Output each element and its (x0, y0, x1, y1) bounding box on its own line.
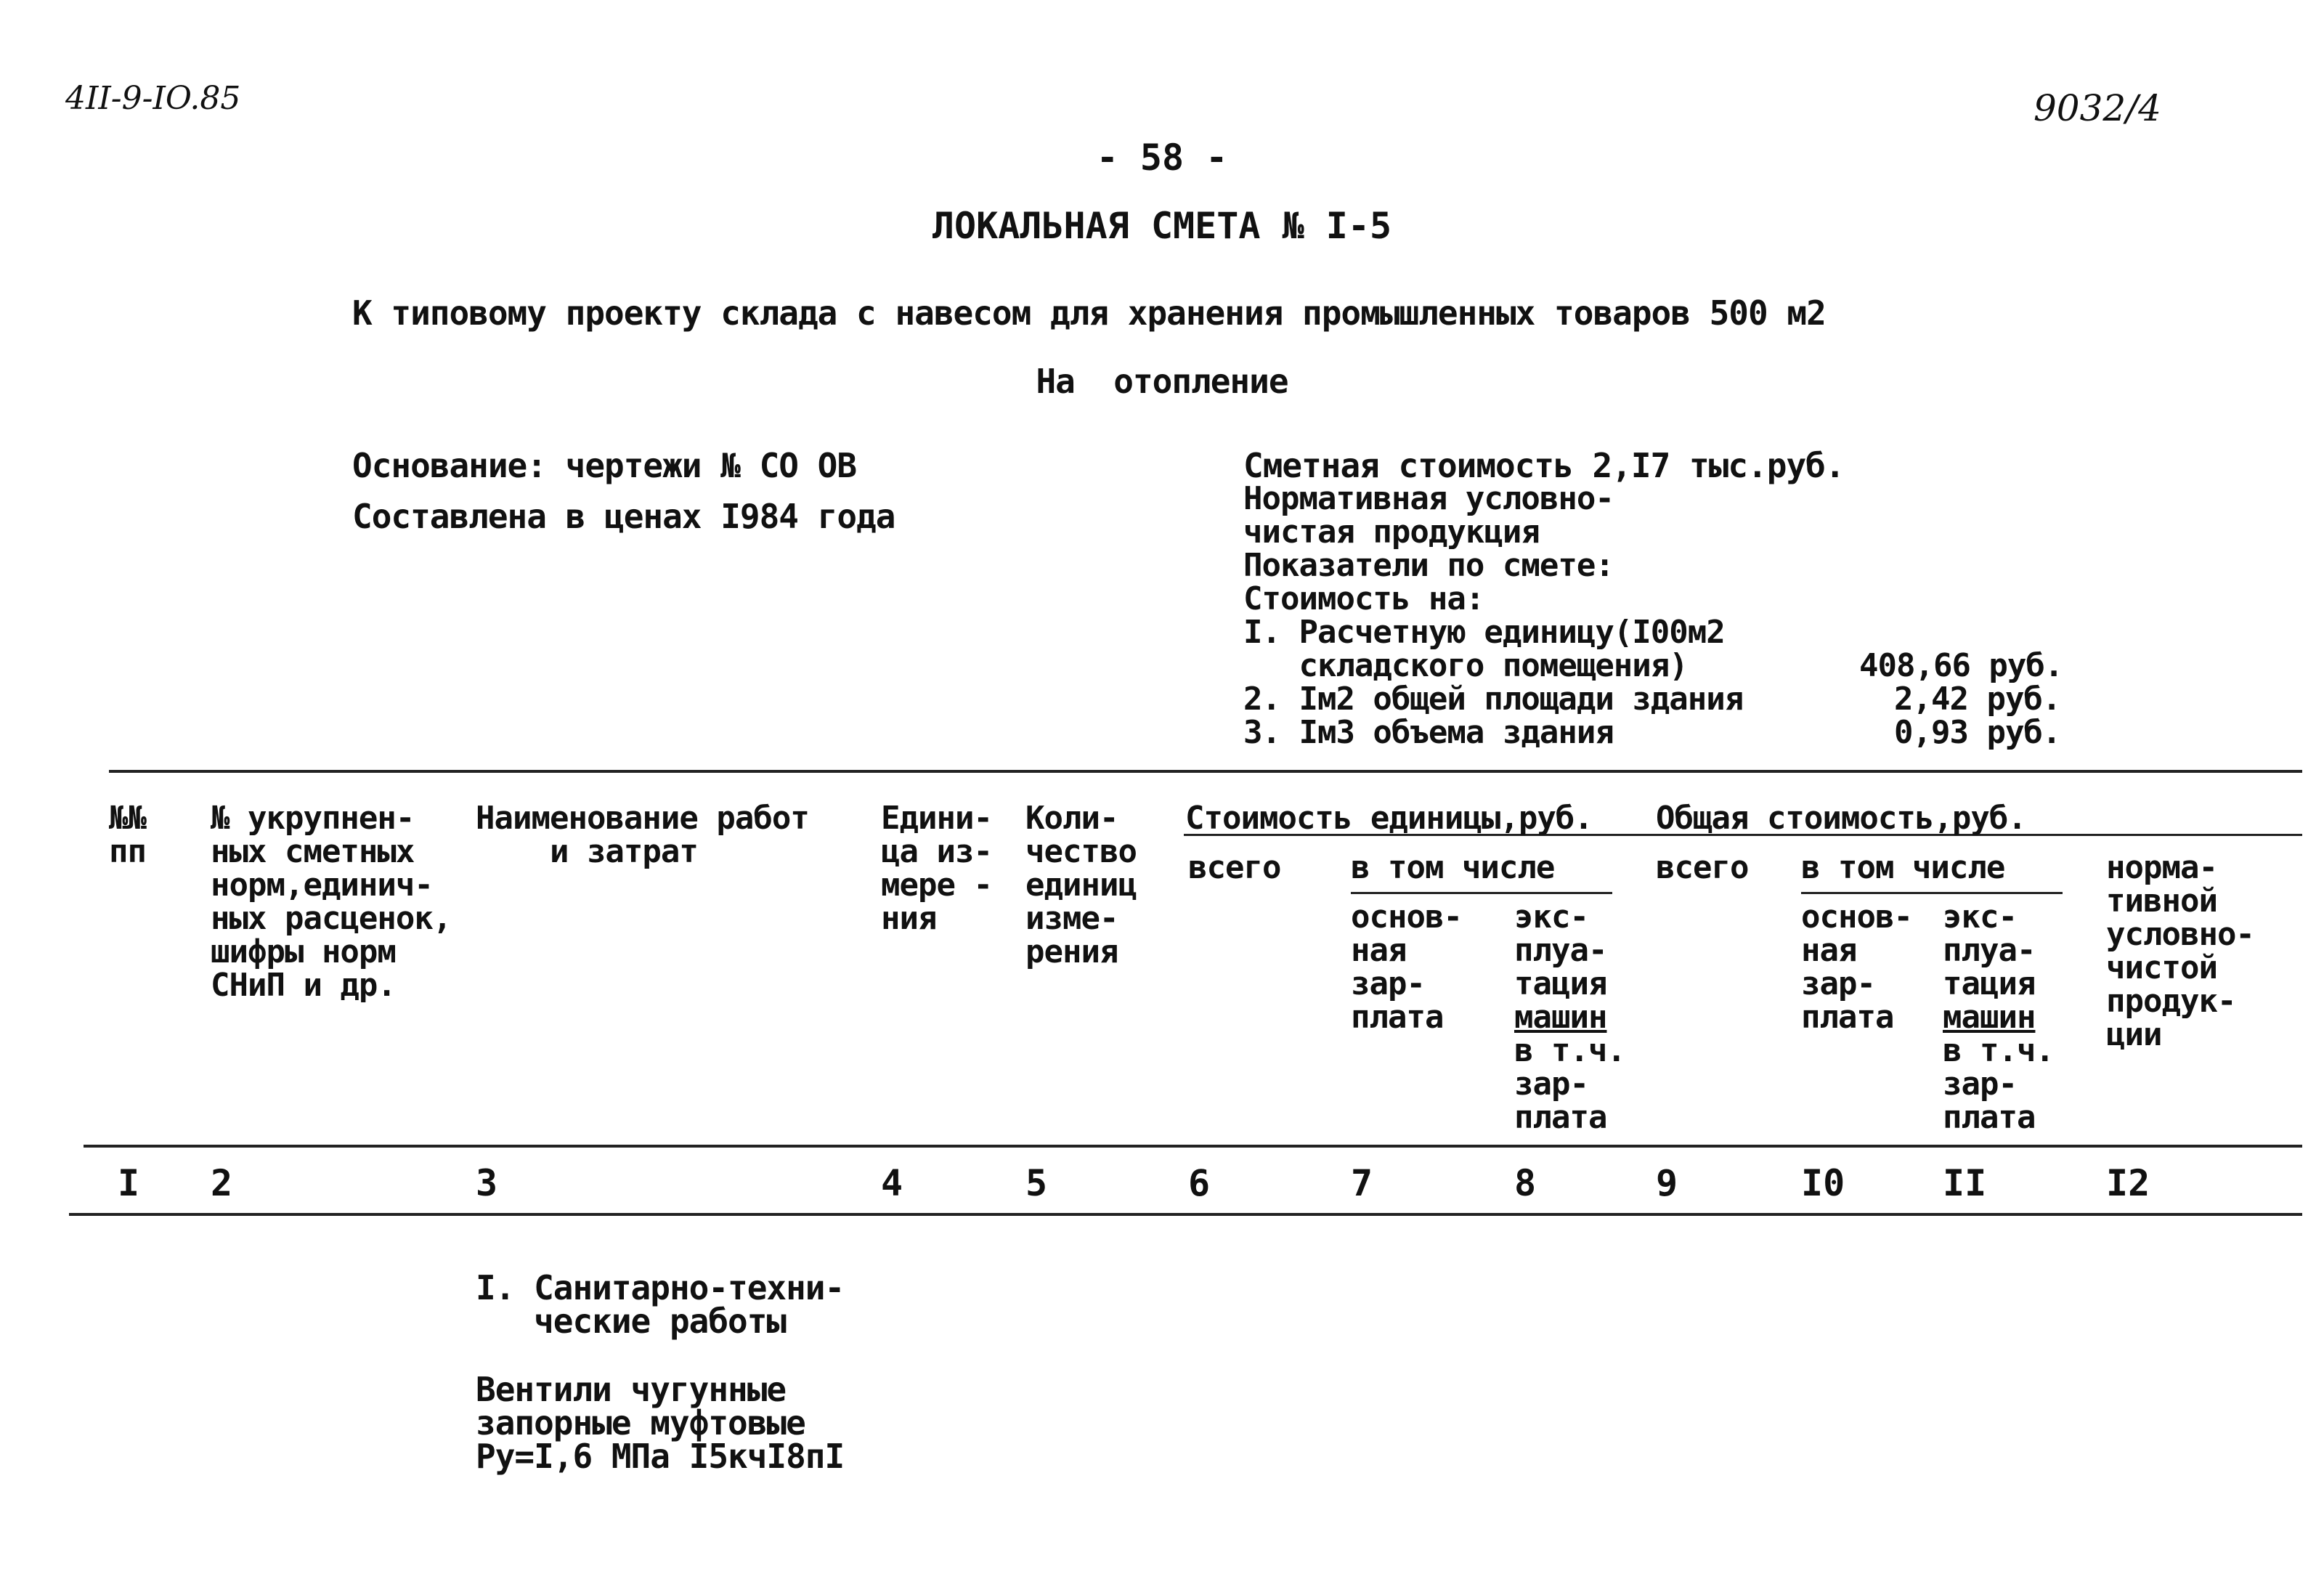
column-number: 3 (476, 1162, 498, 1204)
summary-cost-per: Стоимость на: (1243, 580, 1484, 617)
group-unit-cost-header: Стоимость единицы,руб. (1185, 800, 1593, 837)
column-number: 6 (1188, 1162, 1211, 1204)
numbers-bottom-rule (69, 1213, 2302, 1216)
summary-indicators: Показатели по смете: (1243, 547, 1614, 584)
basis-drawings: Основание: чертежи № СО ОВ (352, 446, 857, 485)
page-number: - 58 - (1096, 137, 1228, 179)
total-total-header: всего (1656, 849, 1749, 886)
total-subgroup-rule (1801, 892, 2063, 894)
top-left-note: 4II-9-IO.85 (65, 80, 241, 117)
total-base-salary-header: основ- ная зар- плата (1801, 898, 1912, 1036)
unit-subgroup-rule (1351, 892, 1612, 894)
col-norms-header: № укрупнен- ных сметных норм,единич- ных расценок, шифры норм СНиП и др. (211, 800, 452, 1004)
column-number: 4 (881, 1162, 903, 1204)
column-number: 9 (1656, 1162, 1678, 1204)
total-machines-salary-header: в т.ч. зар- плата (1943, 1032, 2054, 1136)
basis-prices: Составлена в ценах I984 года (352, 497, 895, 536)
column-number: 7 (1351, 1162, 1373, 1204)
summary-item2: 2. Iм2 общей площади здания (1243, 681, 1744, 718)
normative-header: норма- тивной условно- чистой продук- ции (2106, 849, 2254, 1053)
column-number: I0 (1801, 1162, 1845, 1204)
col-name-header: Наименование работ и затрат (476, 800, 809, 870)
column-number: I (118, 1162, 140, 1204)
column-number: 5 (1025, 1162, 1048, 1204)
document-title: ЛОКАЛЬНАЯ СМЕТА № I-5 (932, 205, 1392, 247)
table-top-rule (109, 770, 2302, 773)
section-title: На отопление (1036, 362, 1288, 401)
total-operation-header: экс- плуа- тация (1943, 898, 2036, 1002)
summary-cost: Сметная стоимость 2,I7 тыс.руб. (1243, 446, 1845, 485)
summary-item1-b: складского помещения) (1243, 647, 1688, 684)
summary-normative-2: чистая продукция (1243, 514, 1540, 551)
summary-item1-value: 408,66 руб. (1859, 647, 2063, 684)
unit-including-header: в том числе (1351, 849, 1555, 886)
summary-item2-value: 2,42 руб. (1894, 681, 2061, 718)
column-number: I2 (2106, 1162, 2150, 1204)
summary-item1-a: I. Расчетную единицу(I00м2 (1243, 614, 1725, 651)
summary-normative-1: Нормативная условно- (1243, 480, 1614, 517)
header-bottom-rule (84, 1145, 2302, 1148)
col-quantity-header: Коли- чество единиц изме- рения (1025, 800, 1137, 970)
column-number: 8 (1514, 1162, 1537, 1204)
document-subtitle: К типовому проекту склада с навесом для хранения промышленных товаров 500 м2 (352, 293, 1826, 333)
column-number: 2 (211, 1162, 233, 1204)
unit-total-header: всего (1188, 849, 1281, 886)
col-unit-header: Едини- ца из- мере - ния (881, 800, 992, 937)
top-right-note: 9032/4 (2033, 87, 2161, 129)
unit-machines-header: машин (1514, 999, 1607, 1036)
summary-item3: 3. Iм3 объема здания (1243, 714, 1614, 751)
unit-operation-header: экс- плуа- тация (1514, 898, 1607, 1002)
column-number: II (1943, 1162, 1987, 1204)
unit-machines-salary-header: в т.ч. зар- плата (1514, 1032, 1625, 1136)
group-total-cost-header: Общая стоимость,руб. (1656, 800, 2026, 837)
summary-item3-value: 0,93 руб. (1894, 714, 2061, 751)
total-machines-header: машин (1943, 999, 2036, 1036)
col-number-header: №№ пп (109, 800, 146, 870)
body-item-description: Вентили чугунные запорные муфтовые Ру=I,6 МПа I5кчI8пI (476, 1370, 845, 1476)
body-section-title: I. Санитарно-техни- ческие работы (476, 1268, 845, 1341)
unit-base-salary-header: основ- ная зар- плата (1351, 898, 1462, 1036)
total-including-header: в том числе (1801, 849, 2005, 886)
